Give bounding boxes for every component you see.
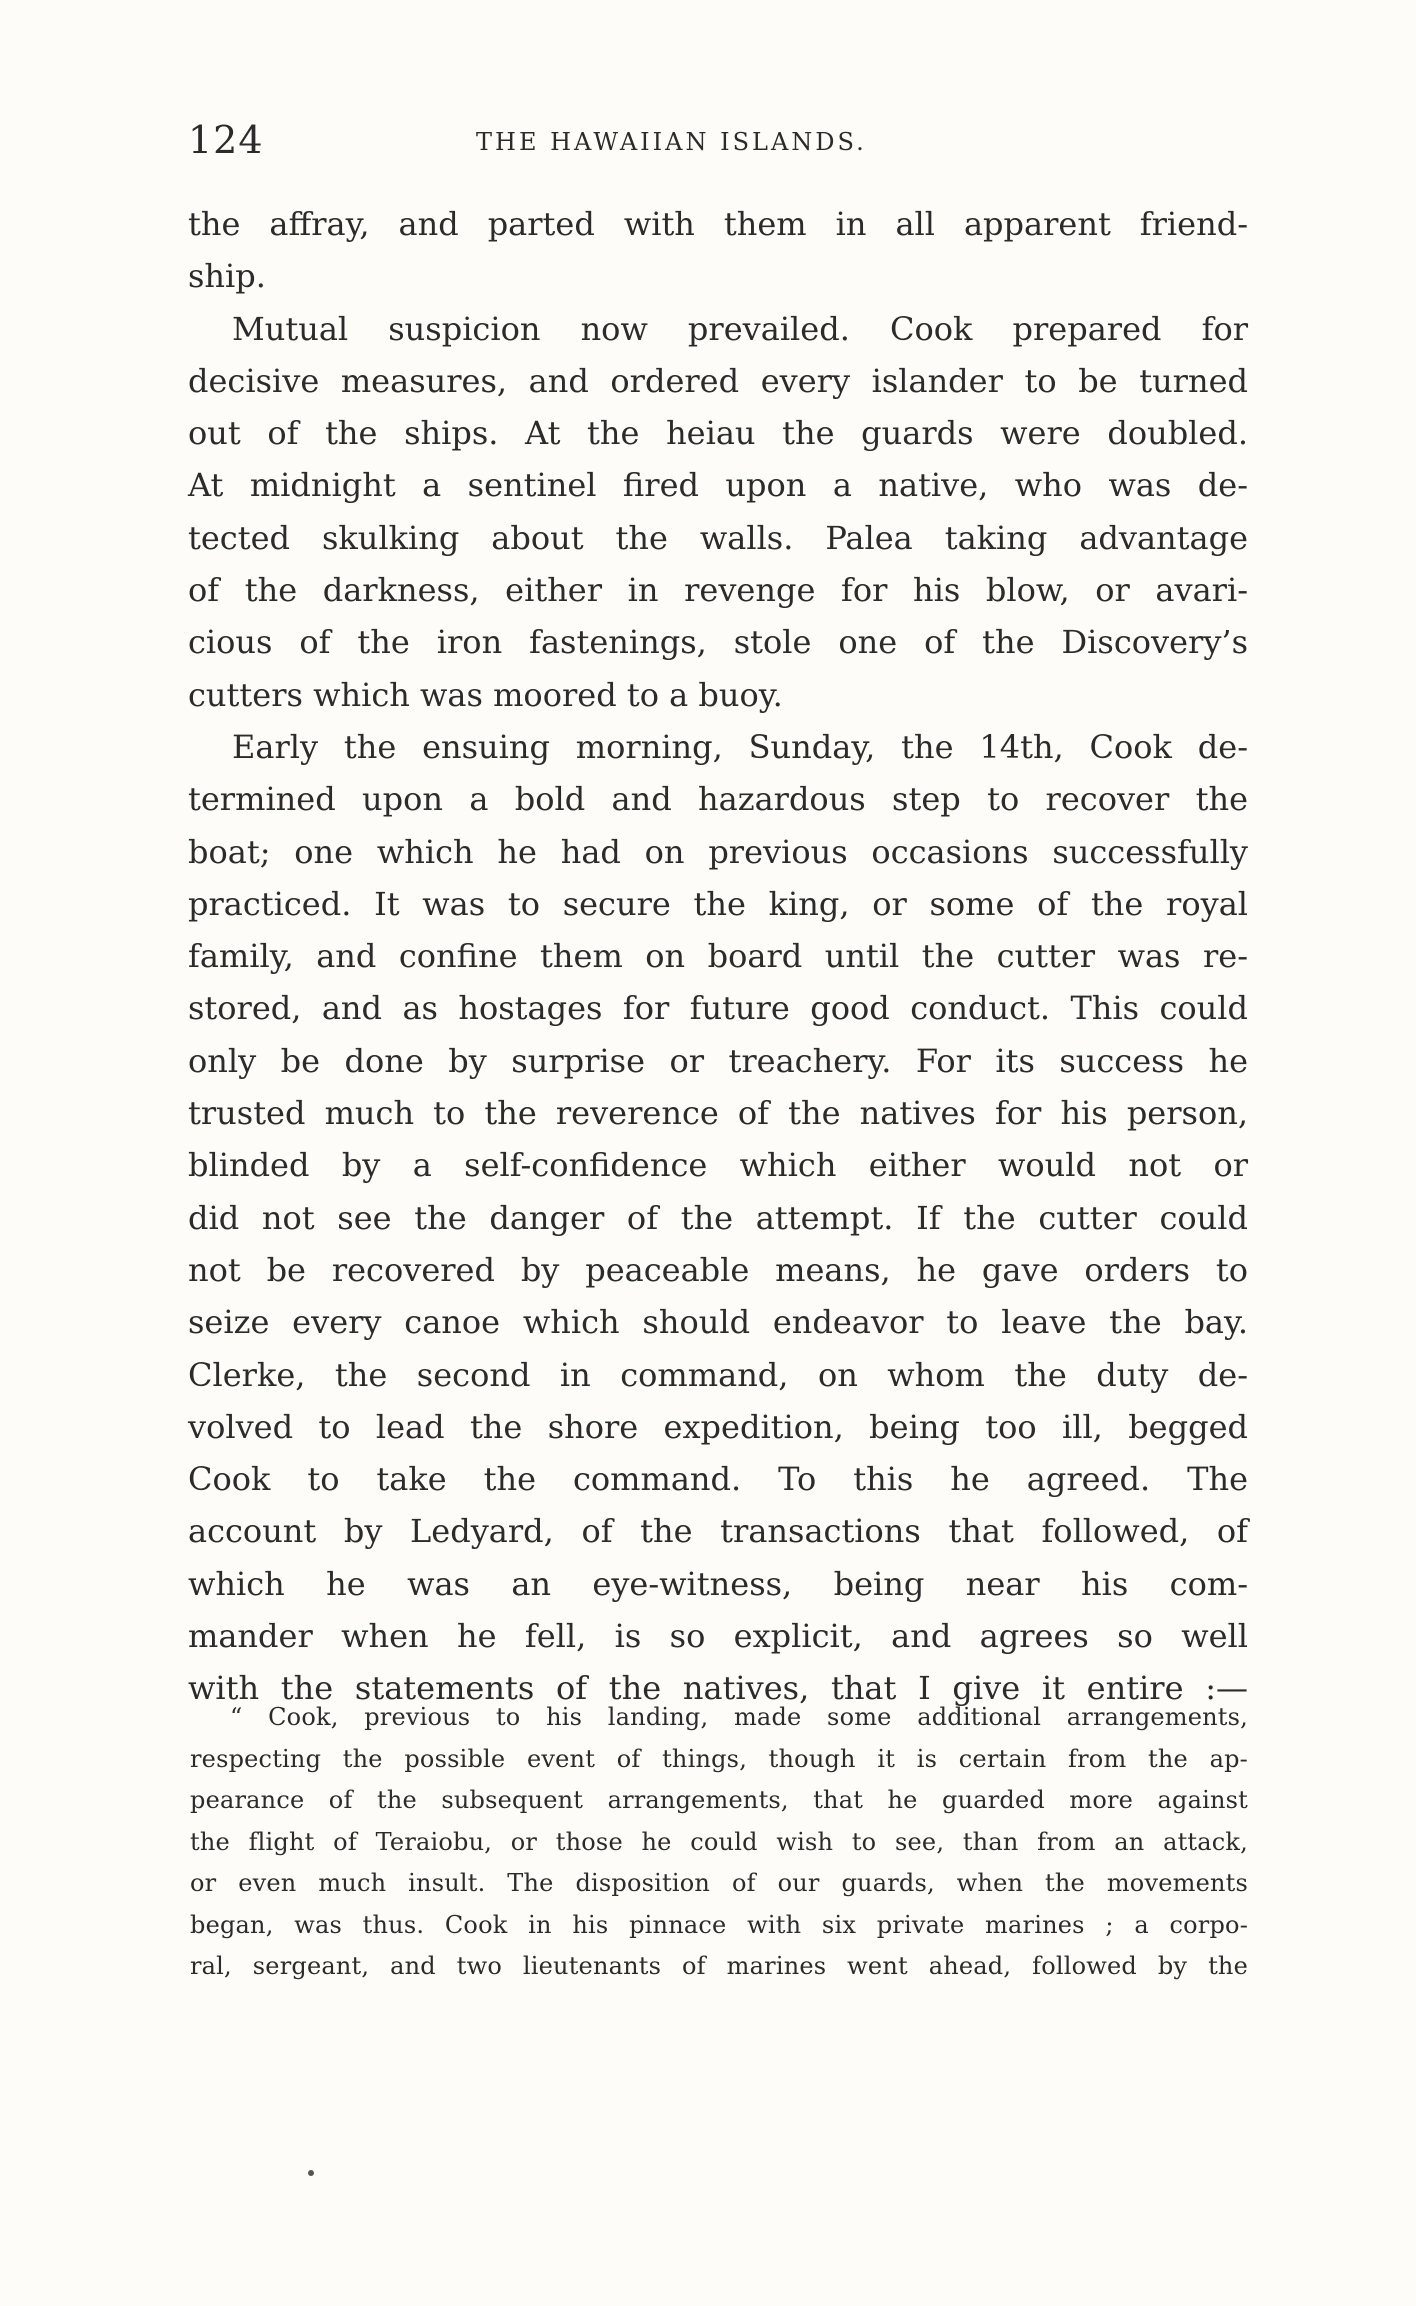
body-line: family, and confine them on board until the cutter was re- (188, 937, 1248, 976)
page-number: 124 (188, 118, 264, 162)
quoted-account (190, 1697, 1248, 1988)
body-line: blinded by a self-confidence which either would not or (188, 1146, 1248, 1185)
body-line: cious of the iron fastenings, stole one of the Discovery’s (188, 623, 1248, 662)
ink-mark (308, 2170, 314, 2176)
quote-line: ral, sergeant, and two lieutenants of marines went ahead, followed by the (190, 1952, 1248, 1980)
body-line: Clerke, the second in command, on whom the duty de- (188, 1355, 1248, 1394)
body-line: tected skulking about the walls. Palea taking advantage (188, 518, 1248, 557)
body-line: decisive measures, and ordered every islander to be turned (188, 361, 1248, 400)
body-line: mander when he fell, is so explicit, and agrees so well (188, 1617, 1248, 1656)
body-line: account by Ledyard, of the transactions that followed, of (188, 1512, 1248, 1551)
body-line: practiced. It was to secure the king, or some of the royal (188, 884, 1248, 923)
quote-line: began, was thus. Cook in his pinnace with six private marines ; a corpo- (190, 1910, 1248, 1939)
body-line: Cook to take the command. To this he agreed. The (188, 1460, 1248, 1499)
running-head: THE HAWAIIAN ISLANDS. (476, 128, 867, 156)
body-line: boat; one which he had on previous occasions successfully (188, 832, 1248, 871)
quote-line: respecting the possible event of things, though it is certain from the ap- (190, 1744, 1248, 1773)
body-line: out of the ships. At the heiau the guards were doubled. (188, 414, 1248, 453)
body-line: cutters which was moored to a buoy. (188, 675, 783, 714)
body-line: only be done by surprise or treachery. For its success he (188, 1041, 1248, 1080)
body-line: At midnight a sentinel fired upon a native, who was de- (188, 466, 1248, 505)
body-line: Early the ensuing morning, Sunday, the 14th, Cook de- (232, 727, 1248, 766)
body-line: seize every canoe which should endeavor to leave the bay. (188, 1303, 1248, 1342)
body-line: did not see the danger of the attempt. If the cutter could (188, 1198, 1248, 1237)
body-line: trusted much to the reverence of the natives for his person, (188, 1094, 1248, 1133)
page-header (188, 118, 1260, 168)
body-line: the affray, and parted with them in all apparent friend- (188, 205, 1248, 243)
quote-line: pearance of the subsequent arrangements, that he guarded more against (190, 1786, 1248, 1814)
body-line: termined upon a bold and hazardous step to recover the (188, 780, 1248, 819)
body-text (188, 198, 1248, 1715)
quote-line: the flight of Teraiobu, or those he could wish to see, than from an attack, (190, 1827, 1248, 1856)
body-line: not be recovered by peaceable means, he gave orders to (188, 1250, 1248, 1289)
body-line: of the darkness, either in revenge for his blow, or avari- (188, 571, 1248, 610)
quote-line: or even much insult. The disposition of our guards, when the movements (190, 1869, 1248, 1897)
body-line: ship. (188, 257, 266, 296)
quote-line: “ Cook, previous to his landing, made some additional arrangements, (230, 1703, 1248, 1731)
body-line: Mutual suspicion now prevailed. Cook prepared for (232, 309, 1248, 348)
body-line: stored, and as hostages for future good conduct. This could (188, 989, 1248, 1028)
body-line: volved to lead the shore expedition, being too ill, begged (188, 1407, 1248, 1446)
body-line: which he was an eye-witness, being near his com- (188, 1564, 1248, 1603)
body-line: with the statements of the natives, that I give it entire :— (188, 1669, 1248, 1708)
